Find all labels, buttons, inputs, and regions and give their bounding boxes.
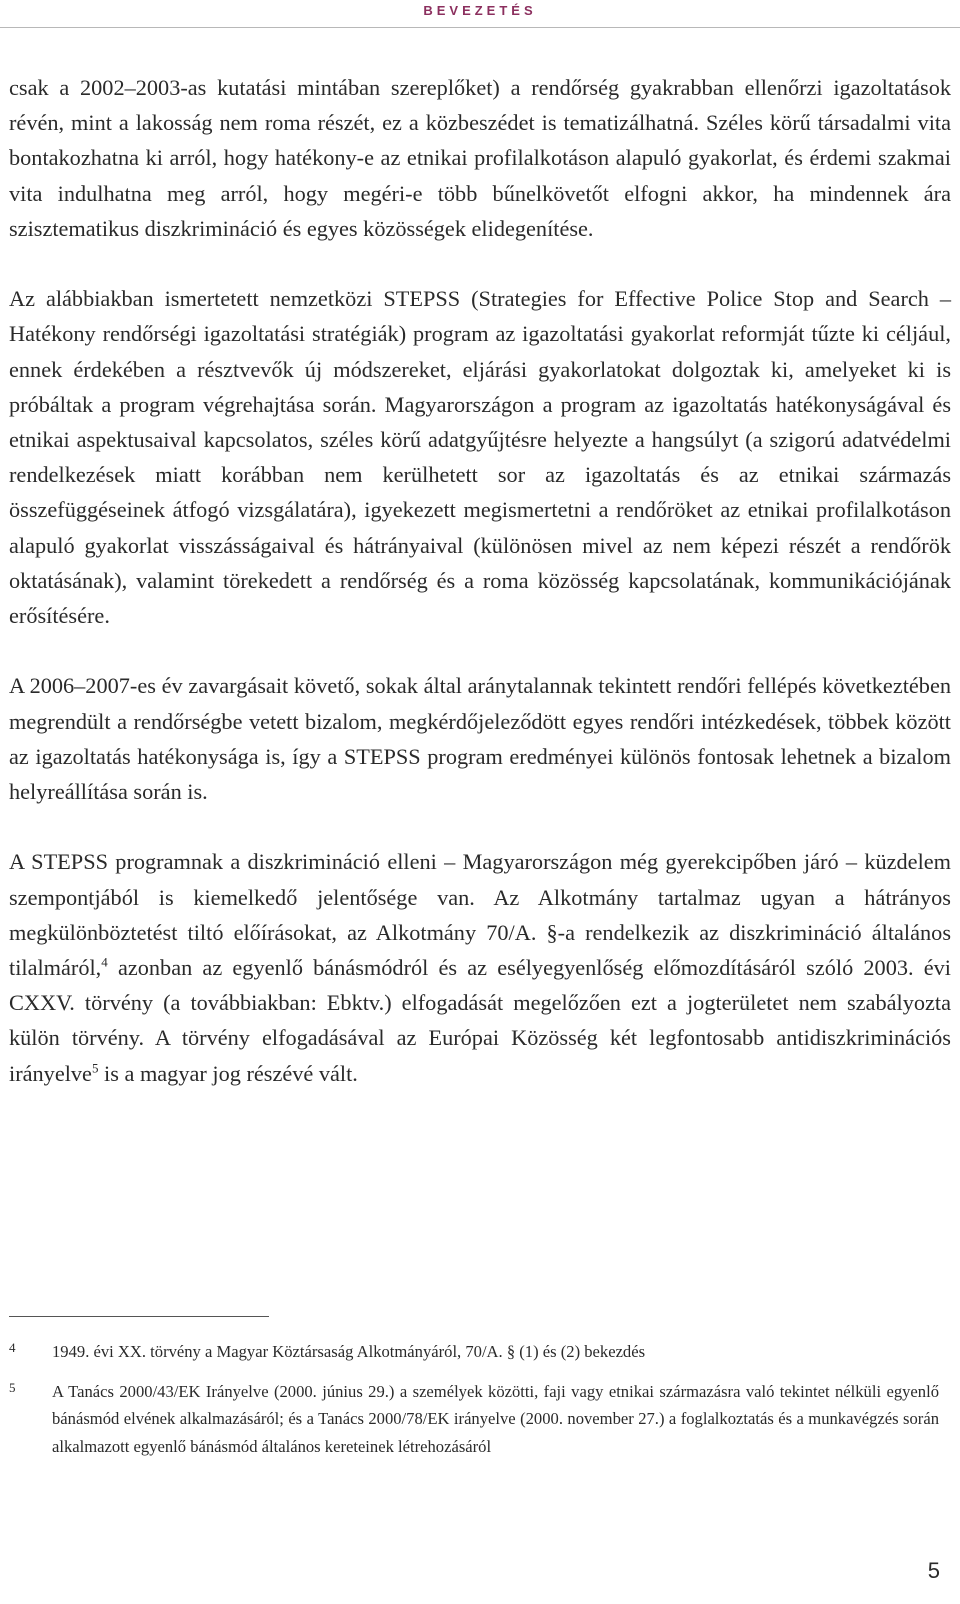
footnote-4: [9, 1338, 939, 1366]
footnotes: [9, 1338, 939, 1472]
footnote-ref-4[interactable]: 4: [101, 954, 108, 970]
paragraph-4-part-1: A STEPSS programnak a diszkrimináció elleni – Magyarországon még gyerekcipőben járó – küzdelem szempontjából is kiemelkedő jelentősége van. Az Alkotmány tartalmaz ugyan a hátrányos megkülönböztetést tiltó előírásokat, az Alkotmány 70/A. §-a rendelkezik az diszkrimináció általános tilalmáról,: [9, 849, 951, 981]
paragraph-4: [9, 844, 951, 1090]
footnote-number: 5: [9, 1379, 16, 1395]
paragraph-2: Az alábbiakban ismertetett nemzetközi STEPSS (Strategies for Effective Police Stop and Search – Hatékony rendőrségi igazoltatási stratégiák) program az igazoltatási gyakorlat reformját tűzte ki céljául, ennek érdekében a résztvevők új módszereket, eljárási gyakorlatokat dolgoztak ki, amelyeket ki is próbáltak a program végrehajtása során. Magyarországon a program az igazoltatás hatékonyságával és etnikai aspektusaival kapcsolatos, széles körű adatgyűjtésre helyezte a hangsúlyt (a szigorú adatvédelmi rendelkezések miatt korábban nem kerülhetett sor az igazoltatás és az etnikai származás összefüggéseinek átfogó vizsgálatára), igyekezett megismertetni a rendőröket az etnikai profilalkotáson alapuló gyakorlat visszásságaival és hátrányaival (különösen mivel az nem képezi részét a rendőrök oktatásának), valamint törekedett a rendőrség és a roma közösség kapcsolatának, kommunikációjának erősítésére.: [9, 286, 951, 629]
header-divider: [0, 27, 960, 28]
paragraph-4-part-3: is a magyar jog részévé vált.: [98, 1060, 358, 1086]
running-title: BEVEZETÉS: [423, 3, 537, 18]
footnote-text: A Tanács 2000/43/EK Irányelve (2000. június 29.) a személyek közötti, faji vagy etnikai származásra való tekintet nélküli egyenlő bánásmód elvének alkalmazásáról; és a Tanács 2000/78/EK irányelve (2000. november 27.) a foglalkoztatás és a munkavégzés során alkalmazott egyenlő bánásmód általános kereteinek létrehozásáról: [52, 1381, 939, 1456]
footnote-number: 4: [9, 1340, 16, 1355]
footnote-divider: [9, 1316, 269, 1317]
paragraph-3: A 2006–2007-es év zavargásait követő, sokak által aránytalannak tekintett rendőri fellépés következtében megrendült a rendőrségbe vetett bizalom, megkérdőjeleződött egyes rendőri intézkedések, többek között az igazoltatás hatékonysága is, így a STEPSS program eredményei különös fontosak lehetnek a bizalom helyreállítása során is.: [9, 673, 951, 805]
paragraph-1: csak a 2002–2003-as kutatási mintában szereplőket) a rendőrség gyakrabban ellenőrzi igazoltatások révén, mint a lakosság nem roma részét, ez a közbeszédet is tematizálhatná. Széles körű társadalmi vita bontakozhatna ki arról, hogy hatékony-e az etnikai profilalkotáson alapuló gyakorlat, és érdemi szakmai vita indulhatna meg arról, hogy megéri-e több bűnelkövetőt elfogni akkor, ha mindennek ára szisztematikus diszkrimináció és egyes közösségek elidegenítése.: [9, 75, 951, 241]
footnote-5: [9, 1378, 939, 1461]
paragraph-4-part-2: azonban az egyenlő bánásmódról és az esélyegyenlőség előmozdításáról szóló 2003. évi CXXV. törvény (a továbbiakban: Ebktv.) elfogadását megelőzően ezt a jogterületet nem szabályozta külön törvény. A törvény elfogadásával az Európai Közösség két legfontosabb antidiszkriminációs irányelve: [9, 955, 951, 1086]
footnote-ref-5[interactable]: 5: [91, 1060, 99, 1076]
footnote-text: 1949. évi XX. törvény a Magyar Köztársaság Alkotmányáról, 70/A. § (1) és (2) bekezdés: [52, 1342, 646, 1361]
page-number: 5: [927, 1558, 940, 1583]
main-text: [9, 70, 951, 1126]
